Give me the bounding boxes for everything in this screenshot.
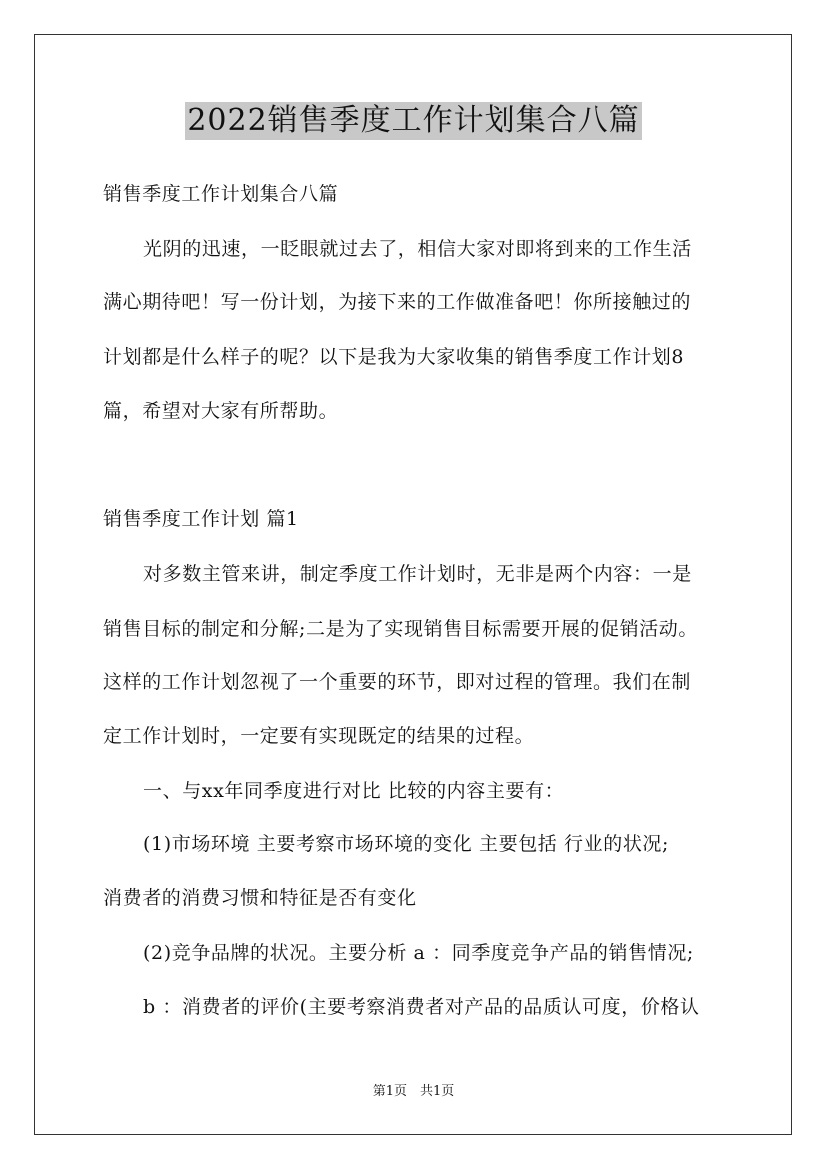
list-item: (1)市场环境 主要考察市场环境的变化 主要包括 行业的状况; bbox=[143, 833, 670, 855]
intro-line: 满心期待吧！写一份计划，为接下来的工作做准备吧！你所接触过的 bbox=[103, 291, 692, 313]
paragraph-line: 消费者的消费习惯和特征是否有变化 bbox=[103, 887, 417, 909]
section-heading: 销售季度工作计划 篇1 bbox=[103, 508, 299, 530]
document-title bbox=[0, 102, 827, 140]
paragraph-line: 对多数主管来讲，制定季度工作计划时，无非是两个内容：一是 bbox=[143, 563, 692, 585]
intro-line: 光阴的迅速，一眨眼就过去了，相信大家对即将到来的工作生活 bbox=[143, 238, 692, 260]
page-footer: 第1页 共1页 bbox=[372, 1084, 455, 1099]
intro-line: 计划都是什么样子的呢？以下是我为大家收集的销售季度工作计划8 bbox=[103, 346, 685, 368]
document-subtitle: 销售季度工作计划集合八篇 bbox=[103, 183, 339, 205]
intro-line: 篇，希望对大家有所帮助。 bbox=[103, 400, 339, 422]
paragraph-line: 销售目标的制定和分解;二是为了实现销售目标需要开展的促销活动。 bbox=[103, 618, 699, 640]
paragraph-line: 这样的工作计划忽视了一个重要的环节，即对过程的管理。我们在制 bbox=[103, 671, 692, 693]
list-item: b ：消费者的评价(主要考察消费者对产品的品质认可度，价格认 bbox=[143, 996, 700, 1018]
list-item: 一、与xx年同季度进行对比 比较的内容主要有： bbox=[143, 780, 565, 802]
paragraph-line: 定工作计划时，一定要有实现既定的结果的过程。 bbox=[103, 725, 535, 747]
document-title-text: 2022销售季度工作计划集合八篇 bbox=[187, 103, 640, 138]
list-item: (2)竞争品牌的状况。主要分析 a ：同季度竞争产品的销售情况; bbox=[143, 942, 694, 964]
